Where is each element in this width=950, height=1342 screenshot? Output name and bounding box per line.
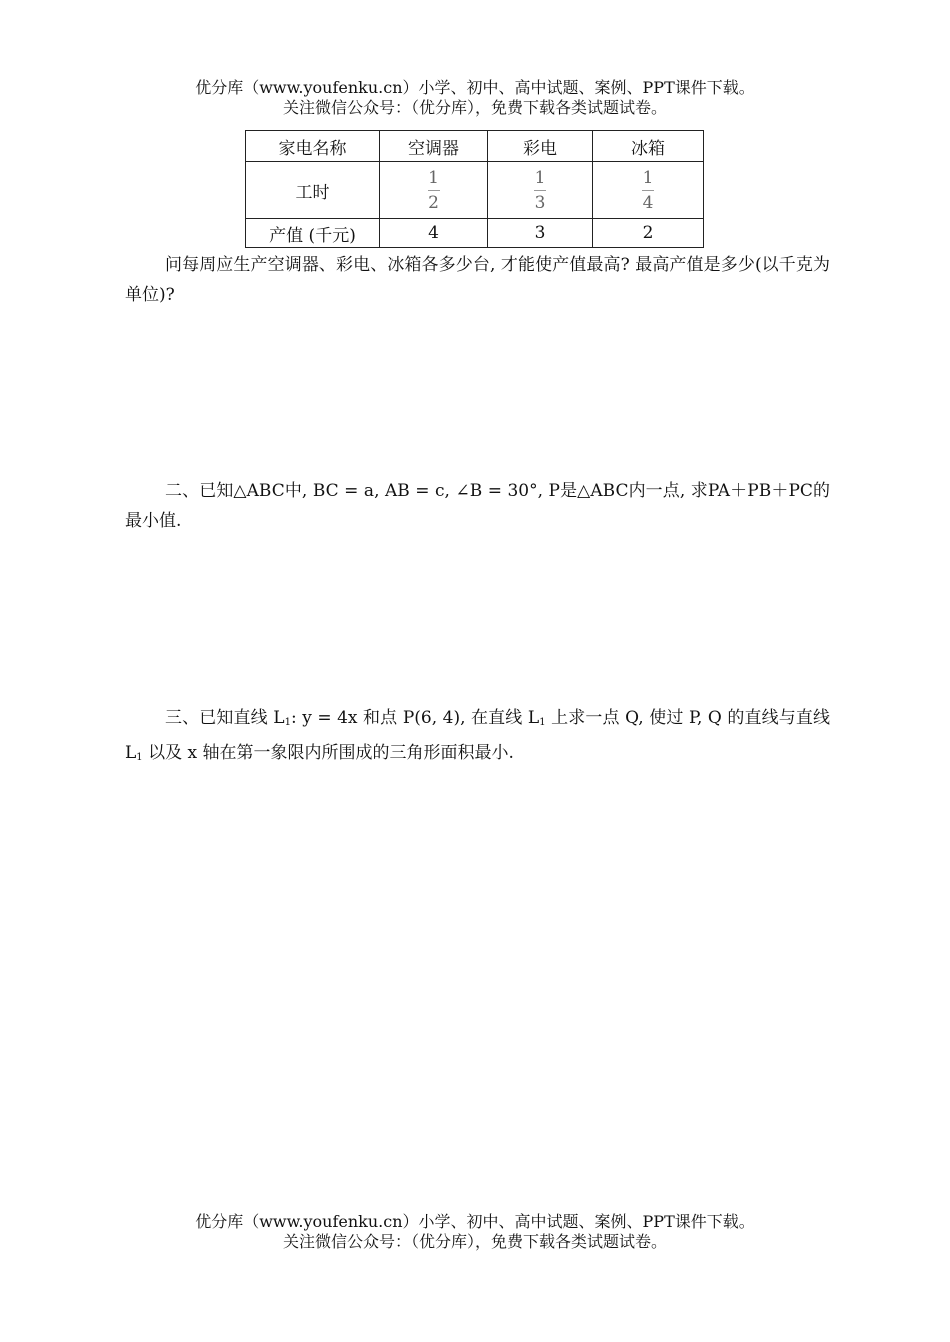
value-tv: 3	[488, 219, 593, 248]
fraction-bar	[534, 190, 546, 191]
hours-aircon	[380, 162, 488, 219]
fraction-bar	[642, 190, 654, 191]
row-label-hours: 工时	[246, 162, 380, 219]
appliance-table	[245, 130, 704, 248]
q3-part-2: : y = 4x 和点 P(6, 4), 在直线 L	[290, 708, 540, 728]
fraction-numerator: 1	[428, 167, 439, 188]
fraction-denominator: 4	[642, 192, 654, 213]
table-header-row	[246, 131, 704, 162]
question-3-text	[125, 703, 830, 773]
header-cell-fridge: 冰箱	[593, 131, 704, 162]
footer-line-2: 关注微信公众号：（优分库），免费下载各类试题试卷。	[282, 1232, 667, 1251]
fraction	[428, 168, 440, 213]
header-line-1: 优分库（www.youfenku.cn）小学、初中、高中试题、案例、PPT课件下载。	[195, 78, 755, 97]
question-2-text: 二、已知△ABC中, BC = a, AB = c, ∠B = 30°, P是△ABC内一点, 求PA＋PB＋PC的最小值.	[125, 481, 830, 531]
value-aircon: 4	[380, 219, 488, 248]
table-row-value	[246, 219, 704, 248]
hours-tv	[488, 162, 593, 219]
subscript: 1	[539, 717, 546, 728]
subscript: 1	[284, 717, 291, 728]
subscript: 1	[136, 752, 143, 763]
fraction	[642, 168, 654, 213]
row-label-value: 产值 (千元)	[246, 219, 380, 248]
q3-part-1: 三、已知直线 L	[165, 708, 285, 728]
fraction	[534, 168, 546, 213]
header-line-2: 关注微信公众号：（优分库），免费下载各类试题试卷。	[282, 98, 667, 117]
table-row-hours	[246, 162, 704, 219]
header-cell-aircon: 空调器	[380, 131, 488, 162]
fraction-bar	[428, 190, 440, 191]
value-fridge: 2	[593, 219, 704, 248]
fraction-numerator: 1	[642, 167, 654, 188]
q3-part-3: 上求一点 Q, 使过 P, Q 的直线与直线 L	[125, 708, 830, 763]
q3-part-4: 以及 x 轴在第一象限内所围成的三角形面积最小.	[142, 743, 514, 763]
fraction-denominator: 3	[534, 192, 546, 213]
hours-fridge	[593, 162, 704, 219]
page-footer	[0, 1212, 950, 1252]
fraction-numerator: 1	[534, 167, 546, 188]
page-header	[0, 78, 950, 118]
header-cell-appliance: 家电名称	[246, 131, 380, 162]
question-1-text: 问每周应生产空调器、彩电、冰箱各多少台, 才能使产值最高? 最高产值是多少(以千克为单位)?	[125, 255, 830, 305]
fraction-denominator: 2	[428, 192, 439, 213]
footer-line-1: 优分库（www.youfenku.cn）小学、初中、高中试题、案例、PPT课件下载。	[195, 1212, 755, 1231]
header-cell-tv: 彩电	[488, 131, 593, 162]
